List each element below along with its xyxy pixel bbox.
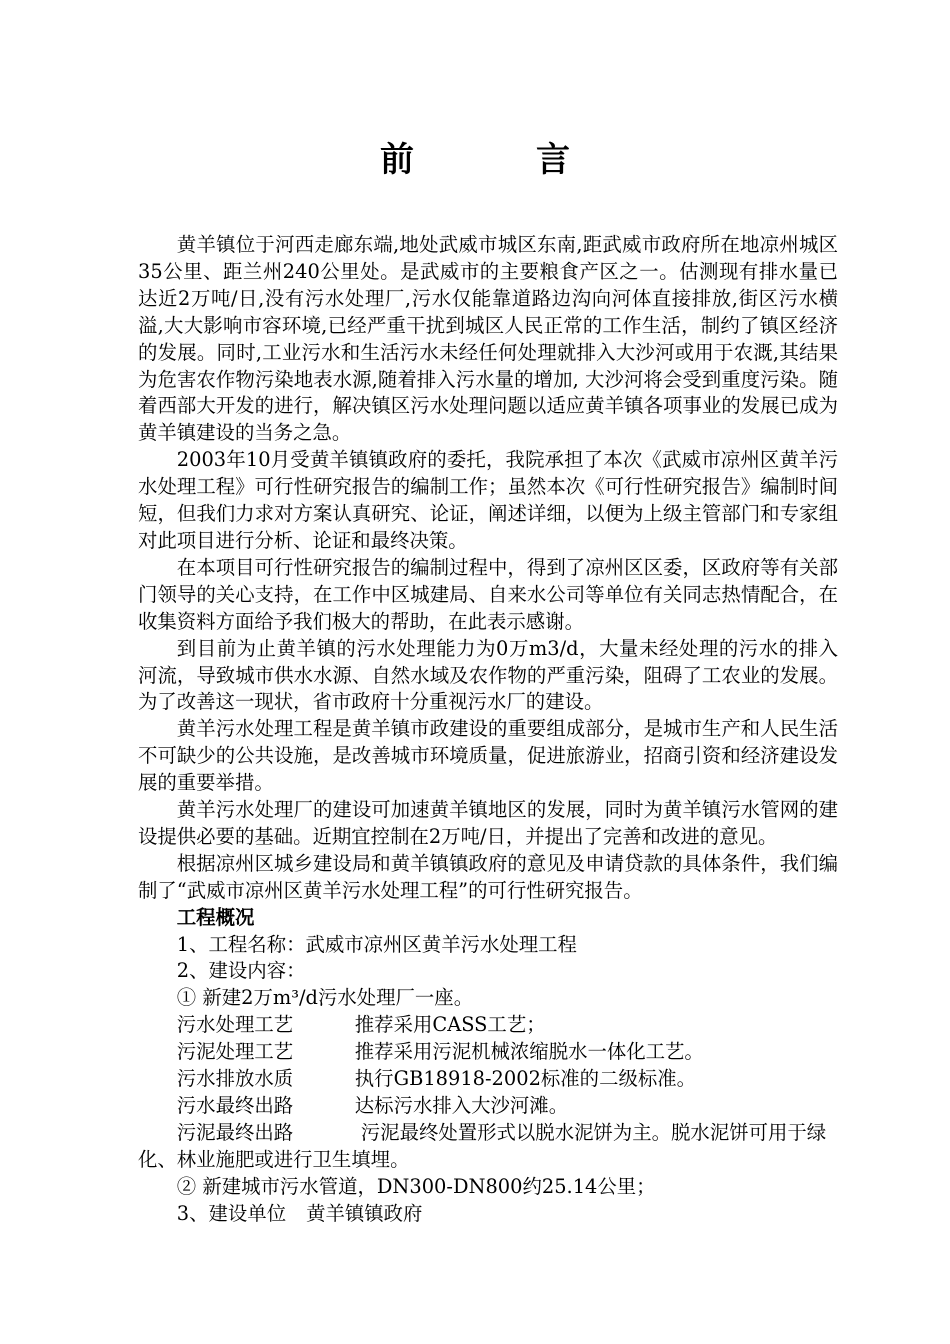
overview-heading: 工程概况 [176, 905, 255, 929]
paragraph-basis: 根据凉州区城乡建设局和黄羊镇镇政府的意见及申请贷款的具体条件，我们编制了“武威市凉州区黄羊污水处理工程”的可行性研究报告。 [138, 851, 838, 902]
process-row-label: 污水处理工艺 [176, 1013, 294, 1037]
sludge-process-row-label: 污泥处理工艺 [176, 1040, 294, 1064]
paragraph-importance: 黄羊污水处理工程是黄羊镇市政建设的重要组成部分，是城市生产和人民生活不可缺少的公共设施，是改善城市环境质量，促进旅游业，招商引资和经济建设发展的重要举措。 [138, 717, 838, 795]
water-outlet-row-label: 污水最终出路 [176, 1094, 294, 1117]
paragraph-capacity: 到目前为止黄羊镇的污水处理能力为0万m3/d，大量未经处理的污水的排入河流，导致城市供水水源、自然水域及农作物的严重污染，阻碍了工农业的发展。为了改善这一现状，省市政府十分重视污水厂的建设。 [138, 636, 838, 714]
sludge-outlet-row-label: 污泥最终出路 [176, 1120, 294, 1144]
process-row [138, 1012, 838, 1039]
paragraph-intro: 黄羊镇位于河西走廊东端,地处武威市城区东南,距武威市政府所在地凉州城区35公里、距兰州240公里处。是武威市的主要粮食产区之一。估测现有排水量已达近2万吨/日,没有污水处理厂,污水仅能靠道路边沟向河体直接排放,街区污水横溢,大大影响市容环境,已经严重干扰到城区人民正常的工作生活，制约了镇区经济的发展。同时,工业污水和生活污水未经任何处理就排入大沙河或用于农溉,其结果为危害农作物污染地表水源,随着排入污水量的增加, 大沙河将会受到重度污染。随着西部大开发的进行，解决镇区污水处理问题以适应黄羊镇各项事业的发展已成为黄羊镇建设的当务之急。 [138, 233, 838, 445]
discharge-quality-row [138, 1066, 838, 1093]
project-name-item: 1、工程名称：武威市凉州区黄羊污水处理工程 [176, 932, 577, 956]
paragraph-development: 黄羊污水处理厂的建设可加速黄羊镇地区的发展，同时为黄羊镇污水管网的建设提供必要的基础。近期宜控制在2万吨/日，并提出了完善和改进的意见。 [138, 798, 838, 848]
discharge-quality-row-label: 污水排放水质 [176, 1067, 294, 1091]
new-plant-item: ① 新建2万m³/d污水处理厂一座。 [176, 986, 474, 1010]
paragraph-commission: 2003年10月受黄羊镇镇政府的委托，我院承担了本次《武威市凉州区黄羊污水处理工程》可行性研究报告的编制工作；虽然本次《可行性研究报告》编制时间短，但我们力求对方案认真研究、论证，阐述详细，以便为上级主管部门和专家组对此项目进行分析、论证和最终决策。 [138, 448, 838, 552]
page-title: 前 言 [380, 140, 614, 180]
water-outlet-row [138, 1093, 838, 1120]
sludge-outlet-row [138, 1120, 838, 1174]
sludge-outlet-row-value: 污泥最终处置形式以脱水泥饼为主。脱水泥饼可用于绿化、林业施肥或进行卫生填埋。 [138, 1120, 827, 1171]
construction-unit-value: 黄羊镇镇政府 [306, 1201, 423, 1225]
sludge-process-row-value: 推荐采用污泥机械浓缩脱水一体化工艺。 [354, 1040, 704, 1064]
water-outlet-row-value: 达标污水排入大沙河滩。 [354, 1094, 569, 1117]
construction-unit-item [138, 1201, 838, 1228]
document-body [138, 232, 838, 1228]
sewer-pipe-item: ② 新建城市污水管道，DN300-DN800约25.14公里； [176, 1174, 656, 1198]
construction-unit-label: 3、建设单位 [176, 1201, 287, 1225]
discharge-quality-row-value: 执行GB18918-2002标准的二级标准。 [354, 1067, 697, 1091]
sludge-process-row [138, 1039, 838, 1066]
process-row-value: 推荐采用CASS工艺； [354, 1013, 546, 1037]
construction-content-item: 2、建设内容： [176, 959, 306, 983]
paragraph-acknowledgement: 在本项目可行性研究报告的编制过程中，得到了凉州区区委，区政府等有关部门领导的关心支持，在工作中区城建局、自来水公司等单位有关同志热情配合，在收集资料方面给予我们极大的帮助，在此表示感谢。 [138, 555, 838, 633]
